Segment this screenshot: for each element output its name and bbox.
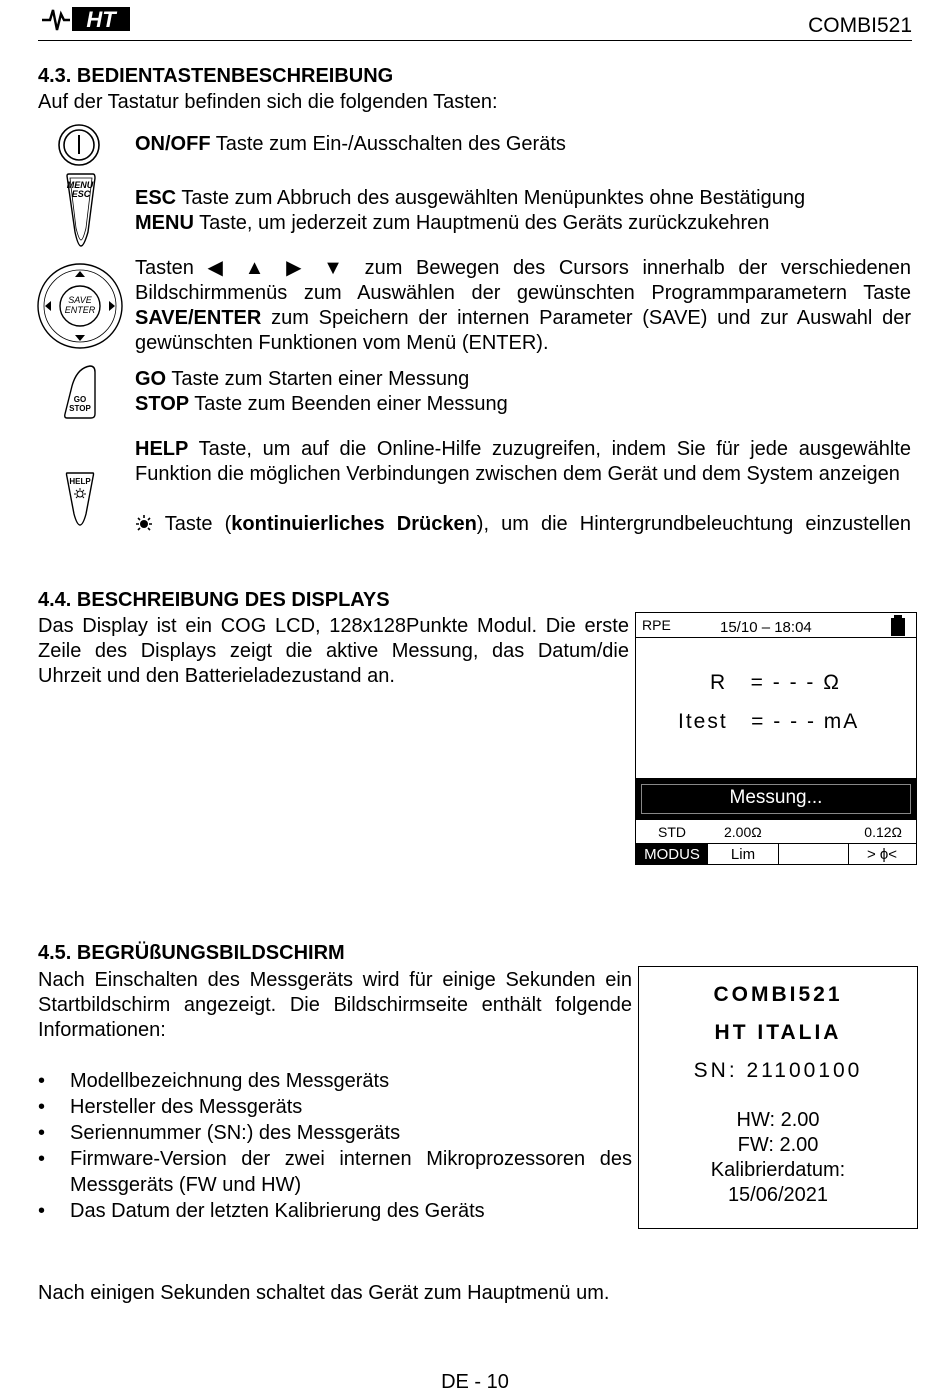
lcd-offset-value: 0.12Ω: [864, 824, 902, 840]
section-4-3-heading: 4.3. BEDIENTASTENBESCHREIBUNG: [38, 65, 394, 87]
stop-key-text: STOP: [135, 393, 190, 415]
section-4-5-text: Nach Einschalten des Messgeräts wird für einige Sekunden ein Startbildschirm angezeigt. Die Bildschirmseite enthält folgende Informationen:: [38, 969, 632, 1041]
lcd-softkey-empty: [778, 844, 849, 865]
startup-model: COMBI521: [713, 983, 843, 1006]
save-text: zum Speichern der internen Parameter (SAVE) und zur Auswahl der gewünschten Funktionen vom Menü (ENTER).: [135, 307, 911, 354]
lcd-status-text: Messung...: [729, 787, 823, 808]
esc-description: [135, 186, 805, 211]
lcd-current-reading: Itest = - - - mA: [678, 710, 860, 733]
lcd-std-label: STD: [658, 824, 686, 840]
save-key-text: SAVE/ENTER: [135, 307, 262, 329]
onoff-description: [135, 132, 566, 157]
lcd-datetime: 15/10 – 18:04: [720, 619, 812, 636]
esc-key-text: ESC: [135, 187, 177, 209]
closing-text: Nach einigen Sekunden schaltet das Gerät zum Hauptmenü um.: [38, 1282, 610, 1304]
help-key-label: HELP: [69, 477, 91, 486]
startup-maker: HT ITALIA: [714, 1021, 842, 1044]
backlight-icon: [135, 514, 153, 532]
go-stop-key-icon: [62, 364, 98, 420]
cursor-text: Tasten ◀ ▲ ▶ ▼ zum Bewegen des Cursors innerhalb der verschiedenen Bildschirmmenüs zum Auswählen der gewünschten Programmparametern: [135, 257, 911, 304]
stop-description: [135, 392, 508, 417]
section-4-4-heading: 4.4. BESCHREIBUNG DES DISPLAYS: [38, 589, 390, 611]
menu-key-label: MENU: [66, 180, 94, 190]
help-key-text: HELP: [135, 438, 189, 460]
section-4-4-text: Das Display ist ein COG LCD, 128x128Punkte Modul. Die erste Zeile des Displays zeigt die aktive Messung, das Datum/die Uhrzeit und den Batterieladezustand an.: [38, 615, 629, 687]
menu-key-text: MENU: [135, 212, 194, 234]
lcd-softkey-zero: > ϕ<: [866, 846, 898, 863]
stop-text: Taste zum Beenden einer Messung: [189, 393, 508, 415]
startup-cal-label: Kalibrierdatum:: [710, 1159, 846, 1181]
startup-serial: SN: 21100100: [693, 1059, 863, 1082]
onoff-key-label: ON/OFF: [135, 133, 211, 155]
info-bullet-list: [38, 1068, 632, 1224]
go-key-text: GO: [135, 368, 167, 390]
startup-hw: HW: 2.00: [736, 1109, 820, 1131]
go-text: Taste zum Starten einer Messung: [166, 368, 470, 390]
backlight-text: ), um die Hintergrundbeleuchtung einzustellen: [476, 513, 911, 535]
menu-text: Taste, um jederzeit zum Hauptmenü des Geräts zurückzukehren: [193, 212, 770, 234]
lcd-softkey-row: [636, 844, 916, 865]
lcd-header-rule: [636, 637, 916, 638]
help-description: [135, 437, 911, 487]
esc-text: Taste zum Abbruch des ausgewählten Menüpunktes ohne Bestätigung: [176, 187, 806, 209]
list-item: • Seriennummer (SN:) des Messgeräts: [38, 1120, 632, 1146]
lcd-resistance-reading: R = - - - Ω: [710, 671, 841, 694]
backlight-pre: Taste (: [153, 513, 232, 535]
model-name: COMBI521: [808, 14, 912, 37]
lcd-softkey-modus: MODUS: [636, 844, 708, 865]
go-description: [135, 367, 469, 392]
page-number: DE - 10: [441, 1371, 509, 1393]
lcd-limits-row: [636, 820, 916, 844]
section-4-3-intro: Auf der Tastatur befinden sich die folgenden Tasten:: [38, 91, 498, 113]
help-text: Taste, um auf die Online-Hilfe zuzugreifen, indem Sie für jede ausgewählte Funktion die möglichen Verbindungen zwischen dem Gerät und dem System anzeigen: [135, 438, 911, 485]
startup-screen: [638, 966, 918, 1229]
lcd-mode: RPE: [642, 617, 671, 633]
lcd-softkey-lim: Lim: [708, 844, 779, 865]
backlight-key-text: kontinuierliches Drücken: [231, 513, 477, 535]
save-key-label: SAVE: [68, 295, 92, 305]
list-item: • Modellbezeichnung des Messgeräts: [38, 1068, 632, 1094]
stop-key-label: STOP: [69, 404, 91, 413]
list-item: • Hersteller des Messgeräts: [38, 1094, 632, 1120]
enter-key-label: ENTER: [64, 305, 96, 315]
esc-key-label: ESC: [71, 189, 91, 199]
battery-icon: [890, 615, 906, 637]
cursor-pad-icon: [36, 262, 124, 350]
startup-fw: FW: 2.00: [737, 1134, 819, 1156]
header-rule: [38, 40, 912, 41]
lcd-status-bar: [636, 778, 916, 820]
brand-text: HT: [86, 7, 116, 32]
lcd-display: [635, 612, 917, 865]
go-key-label: GO: [73, 395, 87, 404]
power-key-icon: [56, 122, 102, 168]
startup-cal-date: 15/06/2021: [727, 1184, 829, 1206]
help-key-icon: [64, 470, 96, 528]
backlight-description-line1: [135, 512, 911, 537]
section-4-5-heading: 4.5. BEGRÜßUNGSBILDSCHIRM: [38, 942, 345, 964]
onoff-text: Taste zum Ein-/Ausschalten des Geräts: [210, 133, 566, 155]
list-item: • Das Datum der letzten Kalibrierung des Geräts: [38, 1198, 632, 1224]
lcd-limit-value: 2.00Ω: [724, 824, 762, 840]
ht-logo: [40, 4, 132, 34]
menu-description: [135, 211, 769, 236]
cursor-description: [135, 256, 911, 356]
menu-esc-key-icon: [64, 172, 98, 248]
save-pre: Taste: [863, 282, 911, 304]
list-item: • Firmware-Version der zwei internen Mikroprozessoren des Messgeräts (FW und HW): [38, 1146, 632, 1198]
